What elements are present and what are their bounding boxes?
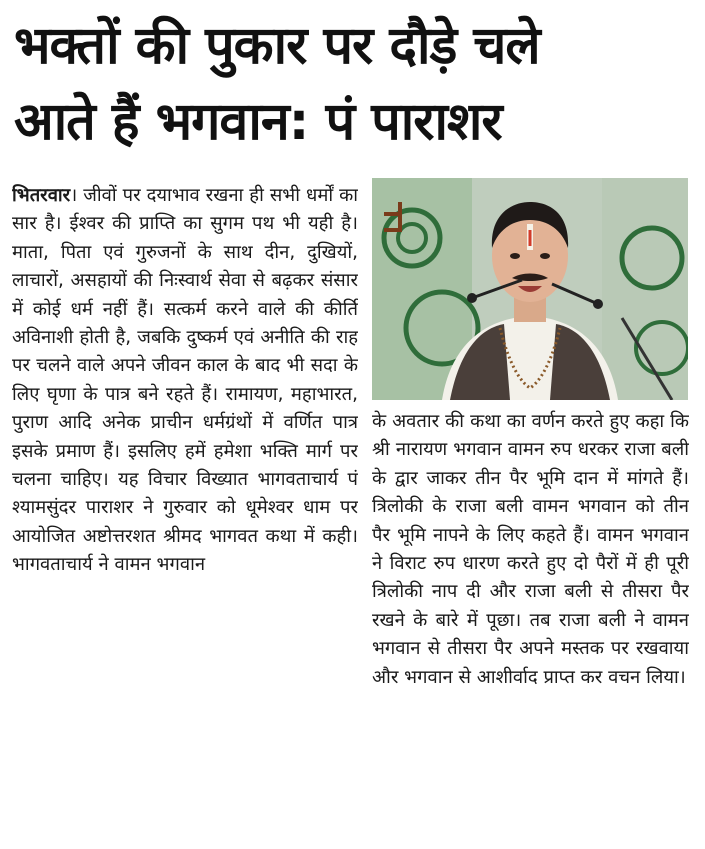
article-text-right: के अवतार की कथा का वर्णन करते हुए कहा कि श्री नारायण भगवान वामन रुप धरकर राजा बली के द्वार जाकर तीन पैर भूमि दान में मांगते हैं। त्रिलोकी के राजा बली वामन भगवान को तीन पैर भूमि नापने के लिए कहते हैं। वामन भगवान ने विराट रुप धारण करते हुए दो पैरों में ही पूरी त्रिलोकी नाप दी और राजा बली से तीसरा पैर रखने के बारे में पूछा। तब राजा बली ने वामन भगवान से तीसरा पैर अपने मस्तक पर रखवाया और भगवान से आशीर्वाद प्राप्त कर वचन लिया। — [372, 411, 689, 688]
speaker-photo — [372, 178, 688, 400]
headline-line-2: आते हैं भगवान: पं पाराशर — [14, 92, 502, 152]
speaker-photo-icon — [372, 178, 688, 400]
article-column-left — [12, 182, 358, 836]
dateline: भितरवार — [12, 185, 71, 206]
headline-line-1: भक्तों की पुकार पर दौड़े चले — [14, 16, 540, 76]
article-text-left: । जीवों पर दयाभाव रखना ही सभी धर्मों का सार है। ईश्वर की प्राप्ति का सुगम पथ भी यही है। माता, पिता एवं गुरुजनों के साथ दीन, दुखियों, लाचारों, असहायों की निःस्वार्थ सेवा से बढ़कर संसार में कोई धर्म नहीं हैं। सत्कर्म करने वाले की कीर्ति अविनाशी होती है, जबकि दुष्कर्म एवं अनीति की राह पर चलने वाले अपने जीवन काल के बाद भी सदा के लिए घृणा के पात्र बने रहते हैं। रामायण, महाभारत, पुराण आदि अनेक प्राचीन धर्मग्रंथों में वर्णित पात्र इसके प्रमाण हैं। इसलिए हमें हमेशा भक्ति मार्ग पर चलना चाहिए। यह विचार विख्यात भागवताचार्य पं श्यामसुंदर पाराशर ने गुरुवार को धूमेश्वर धाम पर आयोजित अष्टोत्तरशत श्रीमद भागवत कथा में कही। भागवताचार्य ने वामन भगवान — [12, 185, 358, 576]
article-column-right — [372, 408, 689, 836]
headline — [14, 8, 694, 160]
